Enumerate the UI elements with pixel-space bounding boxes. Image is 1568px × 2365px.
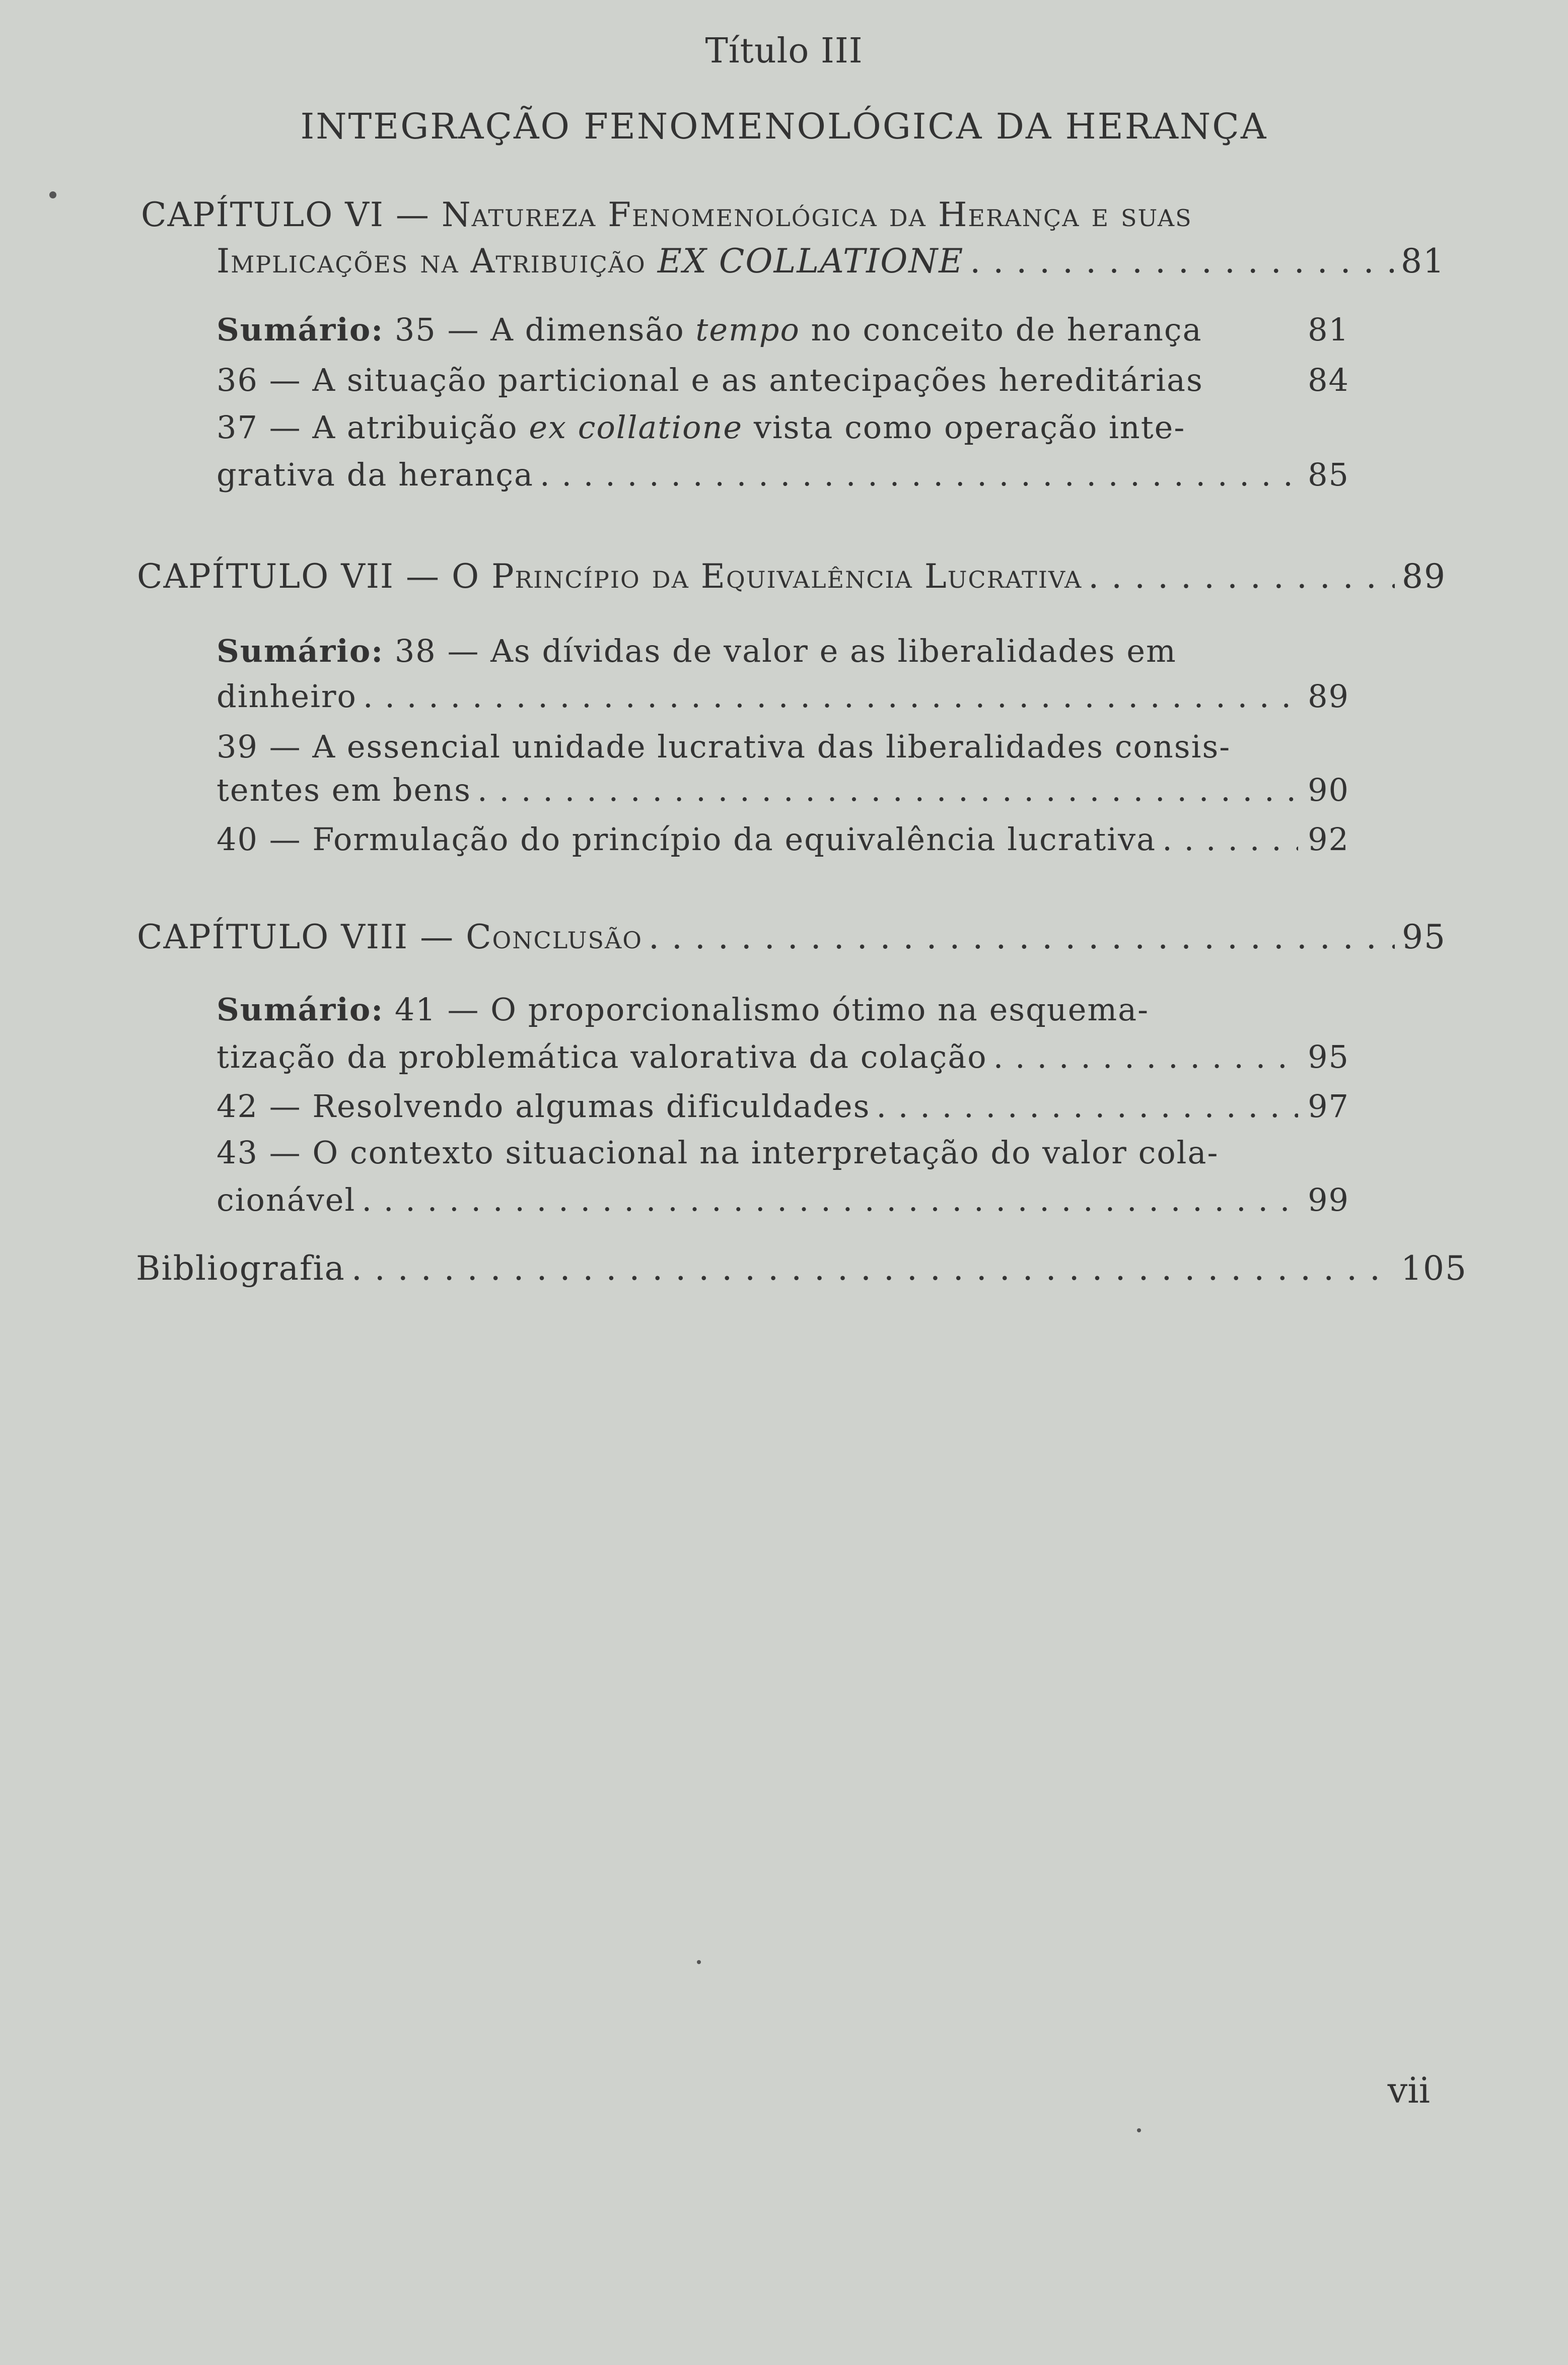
toc-entry-43: cionável . . . 99	[217, 1181, 1349, 1218]
toc-entry-chapter-8: CAPÍTULO VIII — Conclusão . . . 95	[137, 918, 1446, 956]
toc-entry-37: grativa da herança . . . 85	[217, 456, 1349, 493]
page-ref: 90	[1308, 772, 1349, 808]
toc-entry-42: 42 — Resolvendo algumas dificuldades . . . 97	[217, 1088, 1349, 1125]
page-number: vii	[1387, 2070, 1430, 2111]
toc-entry-35: Sumário: 35 — A dimensão tempo no conceito de herança 81	[217, 311, 1349, 348]
dot-leader	[993, 1038, 1298, 1075]
dot-leader	[649, 918, 1395, 956]
page-ref: 84	[1308, 362, 1349, 398]
dot-leader	[1162, 821, 1298, 858]
dot-leader	[540, 456, 1298, 493]
toc-entry-41-line1: Sumário: 41 — O proporcionalismo ótimo na esquema-	[217, 991, 1150, 1028]
page-ref: 95	[1402, 918, 1446, 956]
dot-leader	[363, 678, 1298, 715]
toc-entry-38-line1: Sumário: 38 — As dívidas de valor e as liberalidades em	[217, 633, 1177, 669]
toc-entry-36: 36 — A situação particional e as antecipações hereditárias 84	[217, 362, 1349, 398]
toc-entry-41: tização da problemática valorativa da colação . . . 95	[217, 1038, 1349, 1075]
page-ref: 89	[1402, 557, 1446, 596]
toc-entry-37-line1: 37 — A atribuição ex collatione vista como operação inte-	[217, 409, 1186, 446]
toc-entry-bibliography: Bibliografia . . . 105	[136, 1249, 1446, 1288]
dot-leader	[351, 1249, 1395, 1288]
scan-speck	[697, 1960, 701, 1964]
dot-leader	[970, 242, 1394, 281]
toc-entry-chapter-7: CAPÍTULO VII — O Princípio da Equivalência Lucrativa . . . 89	[137, 557, 1446, 596]
dot-leader	[876, 1088, 1298, 1125]
toc-entry-39: tentes em bens . . . 90	[217, 772, 1349, 808]
scan-speck	[49, 191, 56, 198]
page-ref: 99	[1308, 1181, 1349, 1218]
section-subtitle: INTEGRAÇÃO FENOMENOLÓGICA DA HERANÇA	[300, 106, 1268, 147]
toc-entry-38: dinheiro . . . 89	[217, 678, 1349, 715]
section-title: Título III	[705, 31, 863, 71]
page-ref: 105	[1401, 1249, 1467, 1288]
page-ref: 89	[1308, 678, 1349, 715]
toc-entry-39-line1: 39 — A essencial unidade lucrativa das liberalidades consis-	[217, 728, 1231, 765]
page-ref: 95	[1308, 1038, 1349, 1075]
page-ref: 81	[1401, 242, 1445, 281]
page-ref: 85	[1308, 456, 1349, 493]
chapter-6-heading-line1: CAPÍTULO VI — Natureza Fenomenológica da Herança e suas	[141, 195, 1192, 234]
dot-leader	[477, 772, 1298, 808]
scan-speck	[1137, 2128, 1141, 2132]
dot-leader	[1088, 557, 1395, 596]
dot-leader	[362, 1181, 1298, 1218]
toc-entry-40: 40 — Formulação do princípio da equivalência lucrativa . . . 92	[217, 821, 1349, 858]
page-ref: 92	[1308, 821, 1349, 858]
toc-entry-chapter-6: Implicações na Atribuição EX COLLATIONE . . . 81	[217, 242, 1445, 281]
toc-entry-43-line1: 43 — O contexto situacional na interpretação do valor cola-	[217, 1134, 1219, 1171]
page-ref: 97	[1308, 1088, 1349, 1125]
page-ref: 81	[1308, 311, 1349, 348]
